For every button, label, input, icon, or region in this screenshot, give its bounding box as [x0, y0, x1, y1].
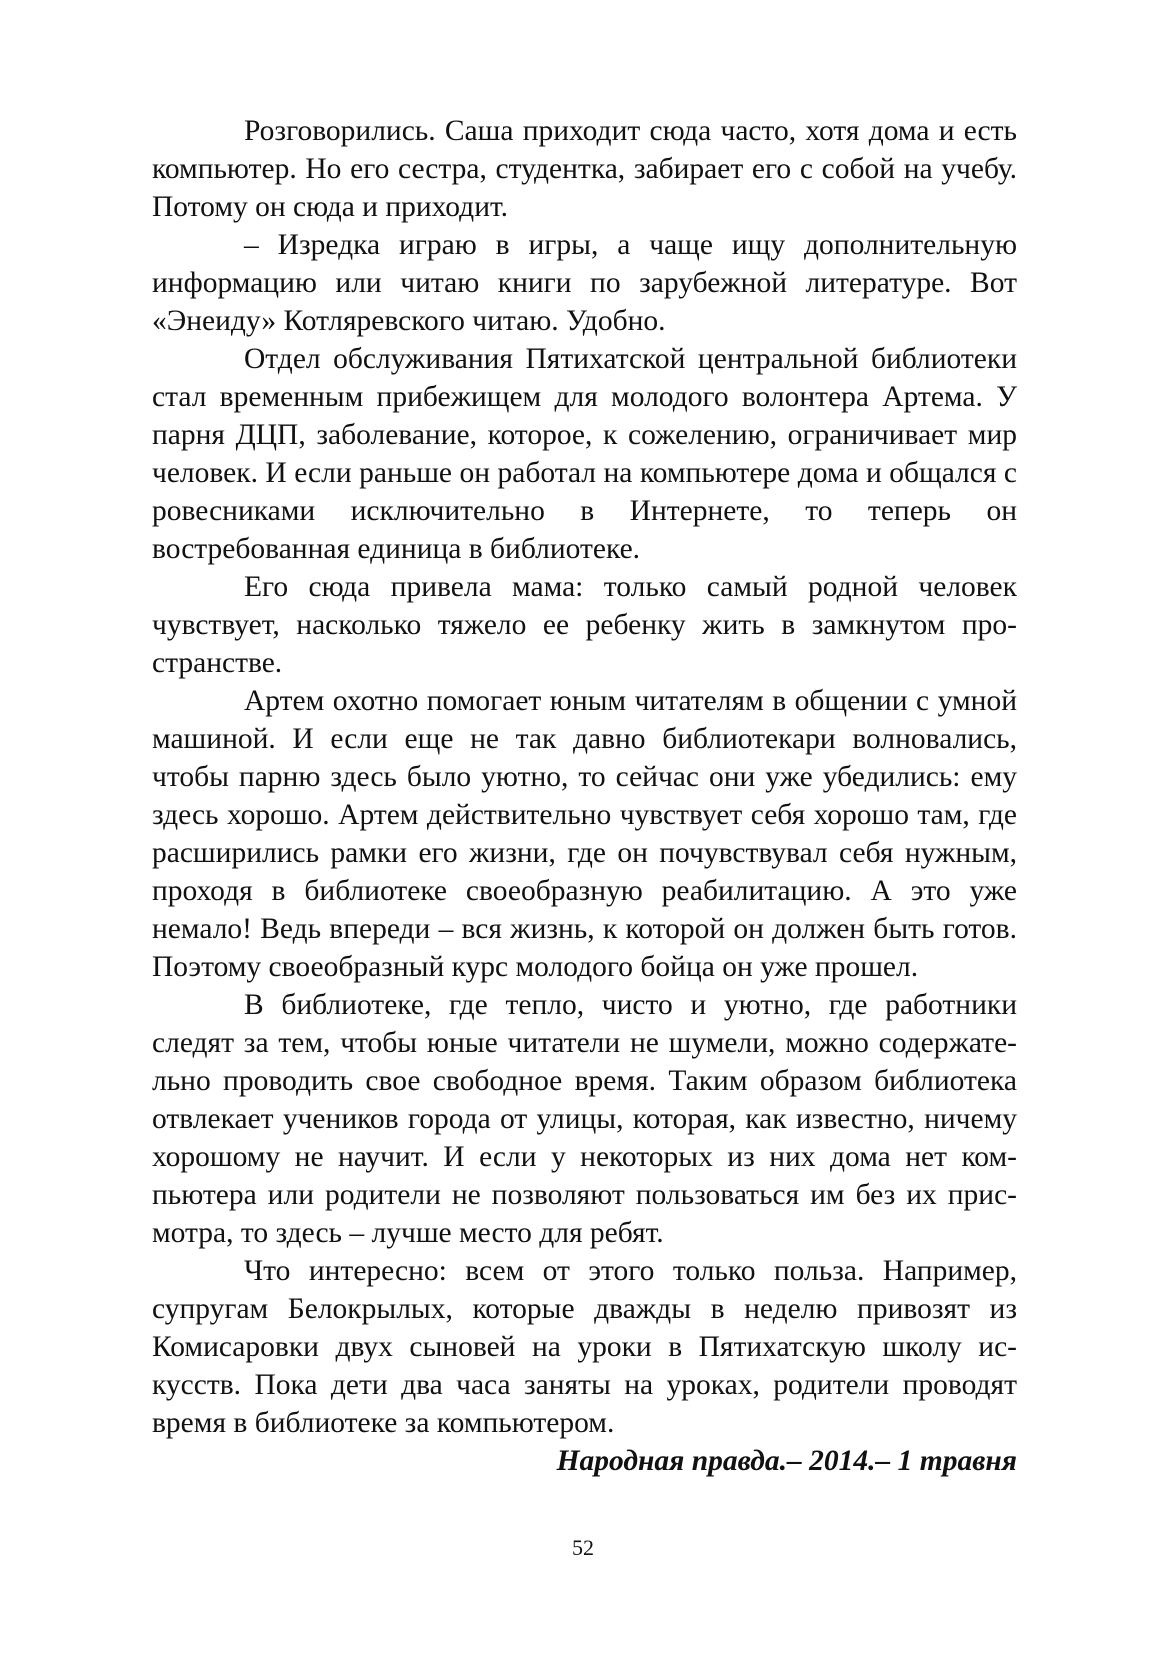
- paragraph-1: Розговорились. Саша приходит сюда часто, хотя дома и есть компьютер. Но его сестра, студентка, забирает его с собой на учебу. Потому он сюда и приходит.: [152, 115, 1017, 223]
- paragraph-3: Отдел обслуживания Пятихатской центральной библиотеки стал временным прибежищем для молодого волонтера Артема. У парня ДЦП, заболевание, которое, к сожелению, ограничивает мир человек. И если раньше он работал на компьютере дома и общался с ровесниками исключительно в Интернете, то теперь он востребованная единица в библиотеке.: [152, 343, 1017, 565]
- paragraph-6: В библиотеке, где тепло, чисто и уютно, где работники следят за тем, чтобы юные читатели не шумели, можно содержательно проводить свое свободное время. Таким образом библиотека отвлекает учеников города от улицы, которая, как известно, ничему хорошому не научит. И если у некоторых из них дома нет компьютера или родители не позволяют пользоваться им без их присмотра, то здесь – лучше место для ребят.: [152, 989, 1017, 1249]
- paragraph-4: Его сюда привела мама: только самый родной человек чувствует, насколько тяжело ее ребенку жить в замкнутом пространстве.: [152, 571, 1017, 679]
- paragraph-7: Что интересно: всем от этого только польза. Например, супругам Белокрылых, которые дважды в неделю привозят из Комисаровки двух сыновей на уроки в Пятихатскую школу искусств. Пока дети два часа заняты на уроках, родители проводят время в библиотеке за компьютером.: [152, 1255, 1017, 1439]
- article-body: [152, 112, 1017, 1480]
- page-number: 52: [572, 1535, 594, 1560]
- paragraph-2-quote: – Изредка играю в игры, а чаще ищу дополнительную информацию или читаю книги по зарубежной литературе. Вот «Энеиду» Котляревского читаю. Удобно.: [152, 229, 1017, 337]
- paragraph-5: Артем охотно помогает юным читателям в общении с умной машиной. И если еще не так давно библиотекари волновались, чтобы парню здесь было уютно, то сейчас они уже убедились: ему здесь хорошо. Артем действительно чувствует себя хорошо там, где расширились рамки его жизни, где он почувствувал себя нужным, проходя в библиотеке своеобразную реабилитацию. А это уже немало! Ведь впереди – вся жизнь, к которой он должен быть готов. Поэтому своеобразный курс молодого бойца он уже прошел.: [152, 685, 1017, 983]
- source-citation: Народная правда.– 2014.– 1 травня: [556, 1445, 1017, 1477]
